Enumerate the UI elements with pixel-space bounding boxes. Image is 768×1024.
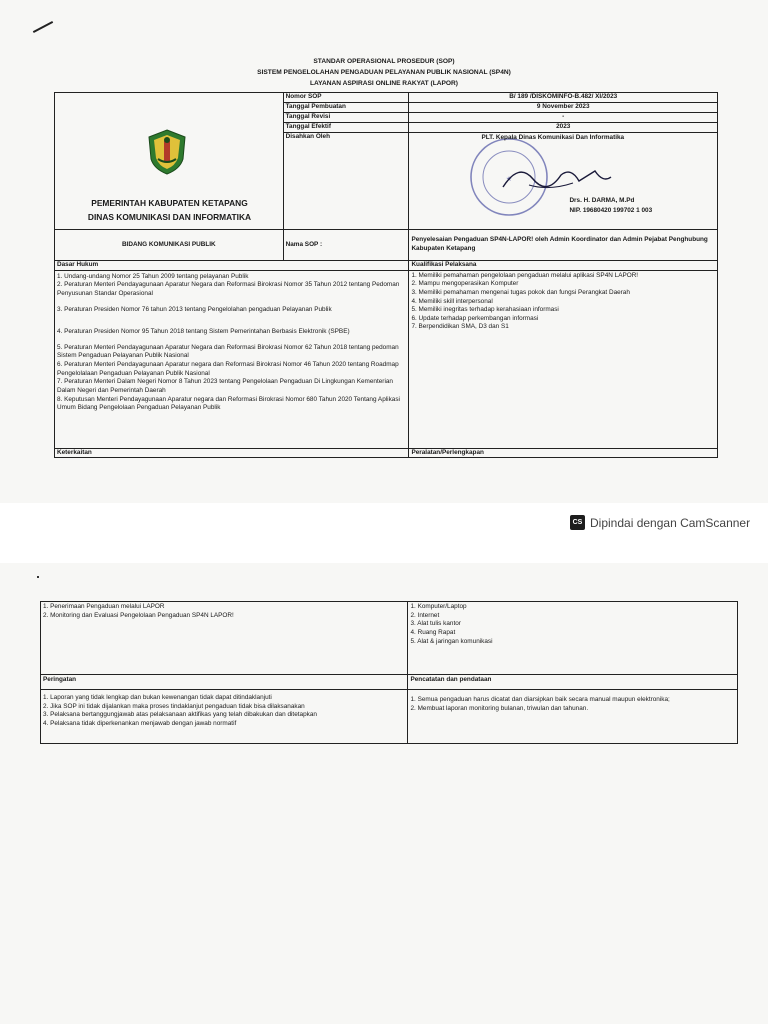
list-item: 4. Ruang Rapat [410, 628, 456, 636]
list-item: 7. Berpendidikan SMA, D3 dan S1 [411, 323, 509, 331]
peralatan-list [408, 602, 738, 675]
list-item: 3. Alat tulis kantor [410, 620, 461, 628]
org-cell [55, 93, 284, 230]
keterkaitan-list [41, 602, 408, 675]
list-item: 6. Peraturan Menteri Pendayagunaan Aparatur negara dan Reformasi Birokrasi Nomor 46 Tahun 2020 tentang Roadmap Pengelolalaan Pengaduan Pelayanan Publik Nasional [57, 361, 399, 377]
list-item: 4. Pelaksana tidak diperkenankan menjawab dengan jawab normatif [43, 719, 237, 727]
keterkaitan-title: Keterkaitan [55, 448, 409, 458]
nomor-value: B/ 189 /DISKOMINFO-B.482/ XI/2023 [409, 93, 718, 103]
sop-service: LAYANAN ASPIRASI ONLINE RAKYAT (LAPOR) [309, 80, 458, 87]
pembuatan-value: 9 November 2023 [409, 103, 718, 113]
list-item: 2. Mampu mengoperasikan Komputer [411, 280, 519, 288]
scan-page-1 [0, 0, 768, 503]
list-item: 2. Membuat laporan monitoring bulanan, triwulan dan tahunan. [410, 704, 589, 712]
pembuatan-label: Tanggal Pembuatan [283, 103, 409, 113]
pencatatan-list [408, 690, 738, 744]
speck-mark [37, 576, 39, 578]
camscanner-logo-icon: CS [570, 515, 585, 530]
list-item: 1. Undang-undang Nomor 25 Tahun 2009 tentang pelayanan Publik [57, 272, 249, 280]
list-item: 7. Peraturan Menteri Dalam Negeri Nomor 8 Tahun 2023 tentang Pengelolaan Pengaduan Di Lingkungan Kementerian Dalam Negeri dan Pemerintah Daerah [57, 378, 393, 395]
list-item: 1. Laporan yang tidak lengkap dan bukan kewenangan tidak dapat ditindaklanjuti [43, 694, 272, 701]
kualifikasi-list [409, 270, 718, 448]
list-item: 2. Jika SOP ini tidak dijalankan maka proses tindaklanjut pengaduan tidak bisa dilaksanakan [43, 702, 305, 710]
approver-nip: NIP. 19680420 199702 1 003 [569, 207, 653, 215]
org-name: PEMERINTAH KABUPATEN KETAPANG [91, 198, 248, 208]
approval-cell [409, 133, 718, 230]
list-item: 1. Semua pengaduan harus dicatat dan diarsipkan baik secara manual maupun elektronika; [410, 696, 670, 703]
revisi-value: - [409, 113, 718, 123]
sop-subtitle: SISTEM PENGELOLAHAN PENGADUAN PELAYANAN PUBLIK NASIONAL (SP4N) [257, 69, 511, 76]
efektif-label: Tanggal Efektif [283, 123, 409, 133]
approver-name: Drs. H. DARMA, M.Pd [569, 197, 635, 205]
list-item: 3. Pelaksana bertanggungjawab atas pelaksanaan aktifikas yang telah dibakukan dan ditetapkan [43, 711, 317, 719]
peringatan-list [41, 690, 408, 744]
list-item: 5. Memiliki inegritas terhadap kerahasiaan informasi [411, 306, 559, 314]
svg-text:★: ★ [506, 175, 513, 184]
org-department: DINAS KOMUNIKASI DAN INFORMATIKA [87, 212, 252, 222]
nomor-label: Nomor SOP [283, 93, 409, 103]
dasar-hukum-list [55, 270, 409, 448]
signature-icon [499, 157, 619, 197]
list-item: 4. Memiliki skill interpersonal [411, 297, 493, 305]
peralatan-title: Peralatan/Perlengkapan [409, 448, 718, 458]
sop-detail-table [40, 601, 738, 744]
list-item: 5. Peraturan Menteri Pendayagunaan Aparatur Negara dan Reformasi Birokrasi Nomor 62 Tahun 2018 tentang pedoman Sistem Pengaduan Pelayanan Publik Nasional [57, 343, 399, 360]
pen-mark [33, 21, 53, 33]
sop-header-table [54, 92, 718, 458]
dasar-hukum-title: Dasar Hukum [55, 261, 409, 271]
list-item: 5. Alat & jaringan komunikasi [410, 637, 493, 645]
disahkan-label: Disahkan Oleh [283, 133, 409, 230]
efektif-value: 2023 [409, 123, 718, 133]
list-item: 2. Peraturan Menteri Pendayagunaan Aparatur Negara dan Reformasi Birokrasi Nomor 35 Tahun 2012 tentang Pedoman Penyusunan Standar Operasional [57, 281, 400, 297]
pencatatan-title: Pencatatan dan pendataan [408, 675, 738, 690]
nama-sop-value: Penyelesaian Pengaduan SP4N-LAPOR! oleh Admin Koordinator dan Admin Pejabat Penghubung Kabupaten Ketapang [409, 230, 718, 261]
nama-sop-label: Nama SOP : [283, 230, 409, 261]
list-item: 6. Update terhadap perkembangan informasi [411, 314, 539, 322]
sop-title: STANDAR OPERASIONAL PROSEDUR (SOP) [313, 58, 455, 65]
kualifikasi-title: Kualifikasi Pelaksana [409, 261, 718, 271]
list-item: 2. Monitoring dan Evaluasi Pengelolaan Pengaduan SP4N LAPOR! [43, 611, 234, 619]
list-item: 1. Penerimaan Pengaduan melalui LAPOR [43, 603, 165, 610]
list-item: 3. Peraturan Presiden Nomor 76 tahun 2013 tentang Pengelolahan pengaduan Pelayanan Publik [57, 305, 332, 313]
approver-title: PLT. Kepala Dinas Komunikasi Dan Informatika [481, 134, 625, 142]
division-cell: BIDANG KOMUNIKASI PUBLIK [55, 230, 284, 261]
camscanner-text: Dipindai dengan CamScanner [590, 515, 751, 530]
list-item: 2. Internet [410, 611, 440, 619]
camscanner-watermark [570, 515, 750, 530]
regency-emblem-icon [147, 129, 187, 175]
list-item: 4. Peraturan Presiden Nomor 95 Tahun 2018 tentang Sistem Pemerintahan Berbasis Elektronik (SPBE) [57, 328, 350, 336]
peringatan-title: Peringatan [41, 675, 408, 690]
list-item: 1. Komputer/Laptop [410, 603, 467, 610]
list-item: 8. Keputusan Menteri Pendayagunaan Aparatur negara dan Reformasi Birokrasi Nomor 680 Tahun 2020 Tentang Aplikasi Umum Bidang Pengelolaan Pengaduan Pelayanan Publik [57, 395, 400, 412]
list-item: 1. Memiliki pemahaman pengelolaan pengaduan melalui aplikasi SP4N LAPOR! [411, 271, 639, 279]
revisi-label: Tanggal Revisi [283, 113, 409, 123]
list-item: 3. Memiliki pemahaman mengenai tugas pokok dan fungsi Perangkat Daerah [411, 288, 630, 296]
